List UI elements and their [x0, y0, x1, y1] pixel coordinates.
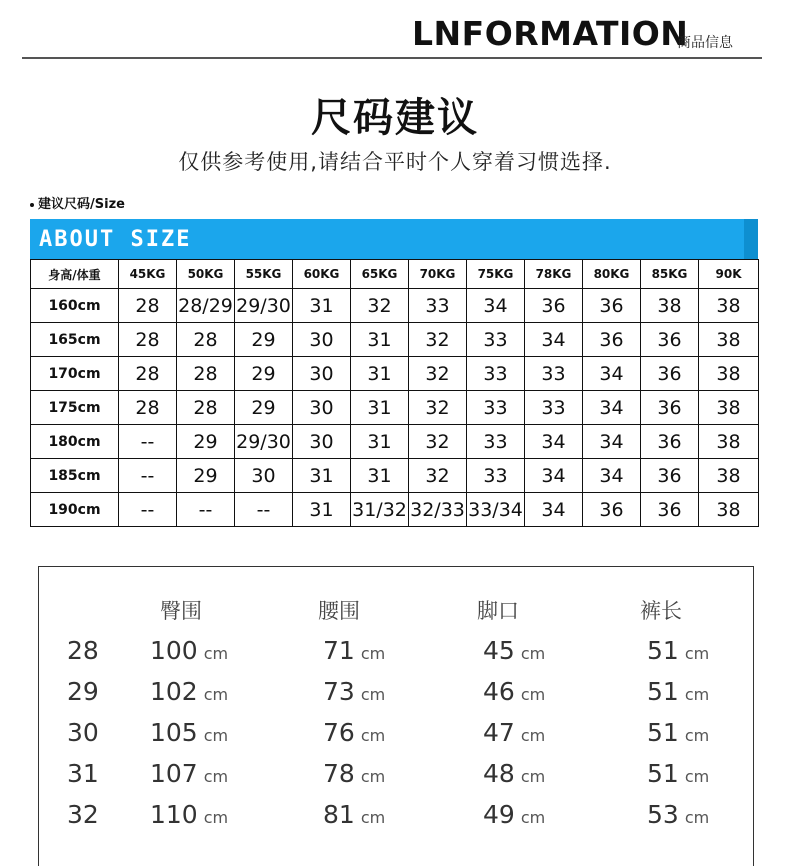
weight-header: 85KG: [641, 260, 699, 289]
height-label: 185cm: [31, 459, 119, 493]
measurement-number: 48: [483, 759, 515, 788]
size-label: 31: [67, 759, 99, 788]
size-cell: 33: [525, 391, 583, 425]
size-cell: 32: [409, 323, 467, 357]
size-cell: 33: [467, 425, 525, 459]
table-row: [31, 357, 759, 391]
header-title: LNFORMATION: [412, 14, 689, 53]
banner-accent-strip: [744, 219, 758, 259]
unit-label: cm: [203, 726, 229, 745]
size-cell: 29: [235, 323, 293, 357]
unit-label: cm: [360, 685, 386, 704]
measurement-number: 49: [483, 800, 515, 829]
about-size-banner: [30, 219, 758, 259]
measurement-number: 78: [323, 759, 355, 788]
unit-label: cm: [360, 726, 386, 745]
page-header: [0, 0, 790, 60]
measurement-value: [150, 677, 228, 706]
table-row: [31, 459, 759, 493]
banner-text: ABOUT SIZE: [39, 227, 192, 252]
size-cell: 36: [641, 425, 699, 459]
measurement-number: 45: [483, 636, 515, 665]
size-cell: 30: [293, 357, 351, 391]
height-label: 175cm: [31, 391, 119, 425]
size-cell: --: [119, 493, 177, 527]
size-cell: 28: [119, 357, 177, 391]
size-cell: 31/32: [351, 493, 409, 527]
size-cell: 31: [351, 391, 409, 425]
size-cell: 29: [177, 425, 235, 459]
size-cell: 28: [119, 289, 177, 323]
size-cell: 29: [235, 357, 293, 391]
size-cell: 36: [641, 323, 699, 357]
measurement-number: 100: [150, 636, 198, 665]
height-label: 165cm: [31, 323, 119, 357]
measurement-header: 臀围: [160, 599, 202, 623]
measurement-value: [483, 718, 545, 747]
section-label: [30, 193, 125, 212]
size-cell: 36: [583, 493, 641, 527]
measurement-row: [0, 636, 790, 676]
size-cell: 36: [525, 289, 583, 323]
weight-header: 50KG: [177, 260, 235, 289]
table-row: [31, 425, 759, 459]
size-cell: 33: [467, 459, 525, 493]
weight-header: 45KG: [119, 260, 177, 289]
size-cell: 38: [699, 289, 759, 323]
size-cell: 34: [583, 391, 641, 425]
unit-label: cm: [520, 808, 546, 827]
size-cell: 38: [641, 289, 699, 323]
table-row: [31, 493, 759, 527]
unit-label: cm: [203, 808, 229, 827]
measurement-header: 裤长: [640, 599, 682, 623]
bullet-icon: [30, 203, 34, 207]
measurement-value: [150, 718, 228, 747]
height-label: 160cm: [31, 289, 119, 323]
size-cell: 36: [583, 323, 641, 357]
size-cell: 34: [583, 425, 641, 459]
measurement-value: [647, 759, 709, 788]
size-cell: 32: [409, 391, 467, 425]
measurement-value: [323, 677, 385, 706]
size-cell: 29/30: [235, 289, 293, 323]
measurement-number: 107: [150, 759, 198, 788]
measurement-value: [483, 677, 545, 706]
unit-label: cm: [203, 644, 229, 663]
measurement-number: 73: [323, 677, 355, 706]
unit-label: cm: [520, 726, 546, 745]
measurement-number: 105: [150, 718, 198, 747]
size-cell: 31: [351, 323, 409, 357]
size-cell: 36: [641, 459, 699, 493]
unit-label: cm: [520, 767, 546, 786]
size-cell: 34: [525, 493, 583, 527]
unit-label: cm: [520, 644, 546, 663]
size-cell: 38: [699, 425, 759, 459]
unit-label: cm: [684, 808, 710, 827]
size-cell: 31: [293, 459, 351, 493]
unit-label: cm: [203, 685, 229, 704]
size-cell: 33: [409, 289, 467, 323]
header-divider: [22, 57, 762, 59]
size-cell: 33: [467, 357, 525, 391]
size-cell: 36: [583, 289, 641, 323]
section-label-text: 建议尺码/Size: [38, 197, 125, 212]
size-cell: 32: [409, 425, 467, 459]
size-cell: 33: [467, 323, 525, 357]
size-cell: 31: [351, 357, 409, 391]
measurement-value: [647, 636, 709, 665]
unit-label: cm: [520, 685, 546, 704]
size-cell: 34: [525, 459, 583, 493]
measurement-value: [150, 759, 228, 788]
weight-header: 70KG: [409, 260, 467, 289]
measurement-value: [323, 759, 385, 788]
measurement-number: 51: [647, 718, 679, 747]
measurement-row: [0, 677, 790, 717]
size-cell: 38: [699, 493, 759, 527]
size-cell: --: [119, 459, 177, 493]
measurement-number: 51: [647, 677, 679, 706]
measurement-value: [483, 636, 545, 665]
size-cell: 34: [583, 357, 641, 391]
corner-header: 身高/体重: [31, 260, 119, 289]
table-header-row: [31, 260, 759, 289]
size-cell: 28: [119, 391, 177, 425]
size-cell: 32: [409, 357, 467, 391]
measurement-number: 76: [323, 718, 355, 747]
weight-header: 90K: [699, 260, 759, 289]
table-row: [31, 289, 759, 323]
measurement-value: [323, 800, 385, 829]
size-label: 29: [67, 677, 99, 706]
unit-label: cm: [360, 767, 386, 786]
size-cell: 31: [293, 493, 351, 527]
unit-label: cm: [360, 644, 386, 663]
size-cell: 30: [293, 323, 351, 357]
size-cell: 28: [119, 323, 177, 357]
measurement-value: [150, 636, 228, 665]
size-cell: 34: [467, 289, 525, 323]
measurement-header: 脚口: [477, 599, 519, 623]
height-label: 180cm: [31, 425, 119, 459]
size-cell: 33/34: [467, 493, 525, 527]
size-cell: 34: [583, 459, 641, 493]
unit-label: cm: [360, 808, 386, 827]
page-title: 尺码建议: [311, 95, 479, 141]
table-row: [31, 323, 759, 357]
size-cell: 31: [293, 289, 351, 323]
measurement-value: [647, 800, 709, 829]
measurement-number: 51: [647, 636, 679, 665]
size-cell: 29: [235, 391, 293, 425]
weight-header: 60KG: [293, 260, 351, 289]
size-cell: 28: [177, 357, 235, 391]
size-cell: 38: [699, 357, 759, 391]
size-cell: 28: [177, 391, 235, 425]
size-cell: 33: [525, 357, 583, 391]
size-cell: 32: [409, 459, 467, 493]
measurement-number: 81: [323, 800, 355, 829]
measurement-number: 102: [150, 677, 198, 706]
size-cell: 31: [351, 459, 409, 493]
unit-label: cm: [203, 767, 229, 786]
measurement-row: [0, 759, 790, 799]
size-recommendation-table: [30, 259, 759, 527]
size-label: 32: [67, 800, 99, 829]
weight-header: 78KG: [525, 260, 583, 289]
size-cell: 32: [351, 289, 409, 323]
size-cell: --: [119, 425, 177, 459]
size-cell: 32/33: [409, 493, 467, 527]
measurement-value: [647, 718, 709, 747]
weight-header: 75KG: [467, 260, 525, 289]
size-cell: 28/29: [177, 289, 235, 323]
header-subtitle: 商品信息: [677, 35, 733, 51]
weight-header: 80KG: [583, 260, 641, 289]
size-cell: 29/30: [235, 425, 293, 459]
size-cell: 34: [525, 323, 583, 357]
size-cell: 30: [293, 391, 351, 425]
size-cell: 33: [467, 391, 525, 425]
unit-label: cm: [684, 685, 710, 704]
size-cell: 36: [641, 493, 699, 527]
measurement-value: [323, 636, 385, 665]
size-cell: 36: [641, 391, 699, 425]
measurement-value: [323, 718, 385, 747]
size-cell: 36: [641, 357, 699, 391]
size-cell: --: [177, 493, 235, 527]
size-cell: 30: [293, 425, 351, 459]
measurement-value: [150, 800, 228, 829]
table-row: [31, 391, 759, 425]
size-cell: 38: [699, 459, 759, 493]
measurement-number: 71: [323, 636, 355, 665]
height-label: 170cm: [31, 357, 119, 391]
size-cell: 38: [699, 323, 759, 357]
size-cell: 34: [525, 425, 583, 459]
measurement-row: [0, 800, 790, 840]
size-cell: --: [235, 493, 293, 527]
size-cell: 38: [699, 391, 759, 425]
measurement-value: [647, 677, 709, 706]
measurement-number: 51: [647, 759, 679, 788]
measurement-value: [483, 800, 545, 829]
measurement-number: 110: [150, 800, 198, 829]
size-cell: 31: [351, 425, 409, 459]
measurement-number: 53: [647, 800, 679, 829]
size-cell: 29: [177, 459, 235, 493]
size-label: 30: [67, 718, 99, 747]
size-cell: 30: [235, 459, 293, 493]
unit-label: cm: [684, 767, 710, 786]
height-label: 190cm: [31, 493, 119, 527]
size-cell: 28: [177, 323, 235, 357]
page-subtitle: 仅供参考使用,请结合平时个人穿着习惯选择.: [178, 150, 612, 174]
measurement-number: 47: [483, 718, 515, 747]
weight-header: 55KG: [235, 260, 293, 289]
weight-header: 65KG: [351, 260, 409, 289]
measurement-number: 46: [483, 677, 515, 706]
measurement-value: [483, 759, 545, 788]
unit-label: cm: [684, 726, 710, 745]
measurement-header: 腰围: [318, 599, 360, 623]
size-label: 28: [67, 636, 99, 665]
measurement-row: [0, 718, 790, 758]
unit-label: cm: [684, 644, 710, 663]
